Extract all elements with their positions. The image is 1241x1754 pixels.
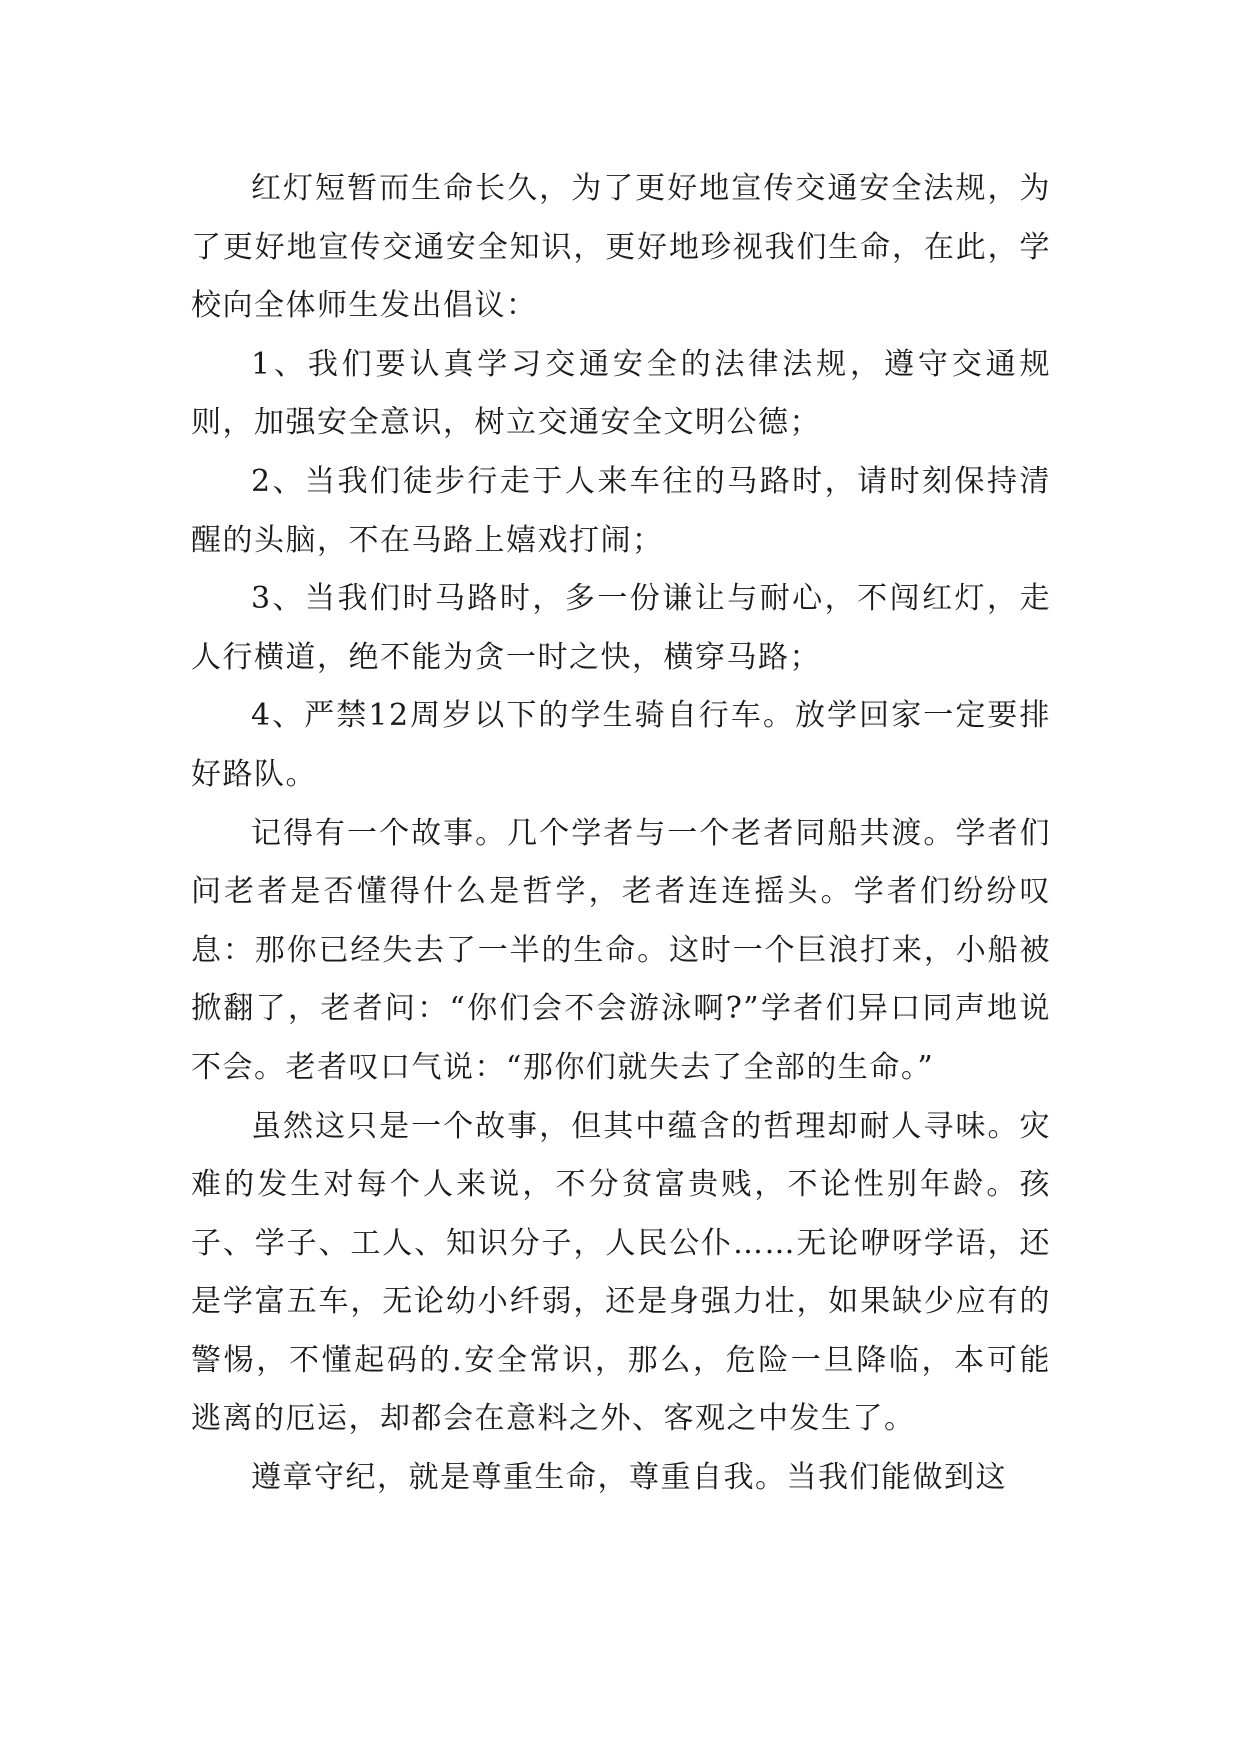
paragraph-item-4: 4、严禁12周岁以下的学生骑自行车。放学回家一定要排好路队。 — [191, 698, 1051, 792]
paragraph-reflection: 虽然这只是一个故事，但其中蕴含的哲理却耐人寻味。灾难的发生对每个人来说，不分贫富贵贱，不论性别年龄。孩子、学子、工人、知识分子，人民公仆……无论咿呀学语，还是学富五车，无论幼小纤弱，还是身强力壮，如果缺少应有的警惕，不懂起码的.安全常识，那么，危险一旦降临，本可能逃离的厄运，却都会在意料之外、客观之中发生了。 — [191, 1108, 1051, 1437]
document-body — [191, 160, 1051, 1508]
paragraph-conclusion: 遵章守纪，就是尊重生命，尊重自我。当我们能做到这 — [251, 1460, 1007, 1496]
paragraph-item-2: 2、当我们徒步行走于人来车往的马路时，请时刻保持清醒的头脑，不在马路上嬉戏打闹； — [191, 463, 1051, 558]
paragraph-intro: 红灯短暂而生命长久，为了更好地宣传交通安全法规，为了更好地宣传交通安全知识，更好地珍视我们生命，在此，学校向全体师生发出倡议： — [191, 171, 1051, 324]
paragraph-item-3: 3、当我们时马路时，多一份谦让与耐心，不闯红灯，走人行横道，绝不能为贪一时之快，横穿马路； — [191, 581, 1051, 675]
paragraph-story: 记得有一个故事。几个学者与一个老者同船共渡。学者们问老者是否懂得什么是哲学，老者连连摇头。学者们纷纷叹息：那你已经失去了一半的生命。这时一个巨浪打来，小船被掀翻了，老者问：“你们会不会游泳啊?”学者们异口同声地说不会。老者叹口气说：“那你们就失去了全部的生命。” — [191, 815, 1051, 1085]
paragraph-item-1: 1、我们要认真学习交通安全的法律法规，遵守交通规则，加强安全意识，树立交通安全文明公德； — [191, 346, 1051, 441]
